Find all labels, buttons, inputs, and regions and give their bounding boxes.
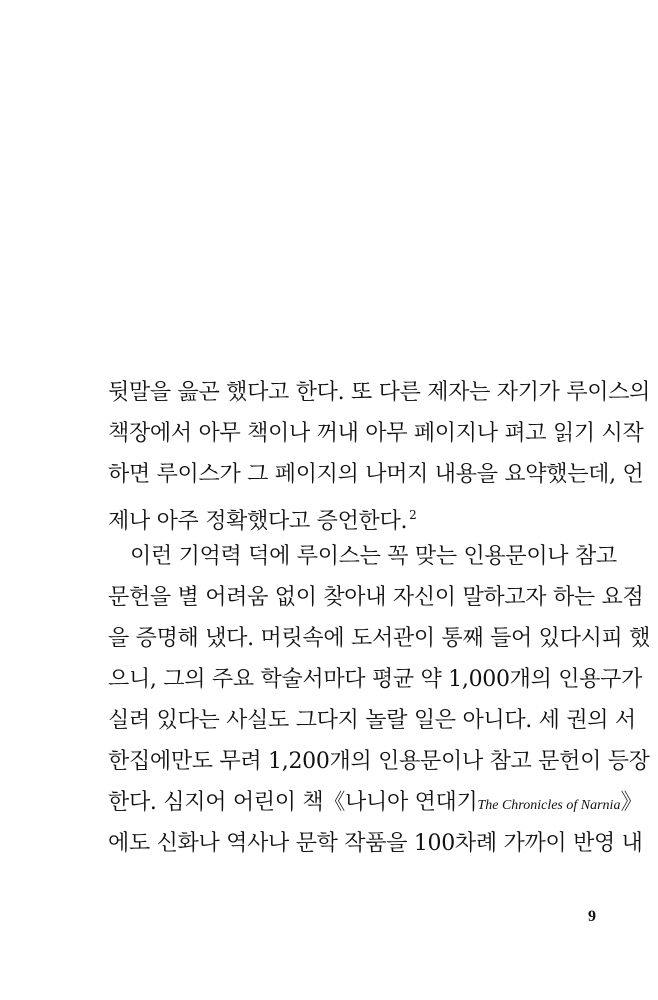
text-line-8: 으니, 그의 주요 학술서마다 평균 약 1,000개의 인용구가 xyxy=(108,667,643,692)
text-line-3: 하면 루이스가 그 페이지의 나머지 내용을 요약했는데, 언 xyxy=(108,462,644,487)
page-number: 9 xyxy=(588,908,596,925)
text-line-2: 책장에서 아무 책이나 꺼내 아무 페이지나 펴고 읽기 시작 xyxy=(108,421,644,446)
text-line-1: 뒷말을 읊곤 했다고 한다. 또 다른 제자는 자기가 루이스의 xyxy=(108,380,651,405)
text-line-11-content: 한다. 심지어 어린이 책《나니아 연대기 xyxy=(108,790,478,815)
text-line-6: 문헌을 별 어려움 없이 찾아내 자신이 말하고자 하는 요점 xyxy=(108,585,644,610)
text-line-11 xyxy=(108,782,643,823)
text-line-9: 실려 있다는 사실도 그다지 놀랄 일은 아니다. 세 권의 서 xyxy=(108,708,636,733)
closing-bracket: 》 xyxy=(620,790,643,815)
body-text xyxy=(108,372,651,864)
text-line-5: 이런 기억력 덕에 루이스는 꼭 맞는 인용문이나 참고 xyxy=(130,544,617,569)
text-line-4 xyxy=(108,495,578,536)
book-title-english: The Chronicles of Narnia xyxy=(477,798,621,813)
footnote-reference: 2 xyxy=(409,508,417,522)
text-line-12: 에도 신화나 역사나 문학 작품을 100차례 가까이 반영 내 xyxy=(108,831,643,856)
text-line-4-content: 제나 아주 정확했다고 증언한다. xyxy=(108,509,408,534)
text-line-7: 을 증명해 냈다. 머릿속에 도서관이 통째 들어 있다시피 했 xyxy=(108,626,651,651)
text-line-10: 한집에만도 무려 1,200개의 인용문이나 참고 문헌이 등장 xyxy=(108,749,650,774)
